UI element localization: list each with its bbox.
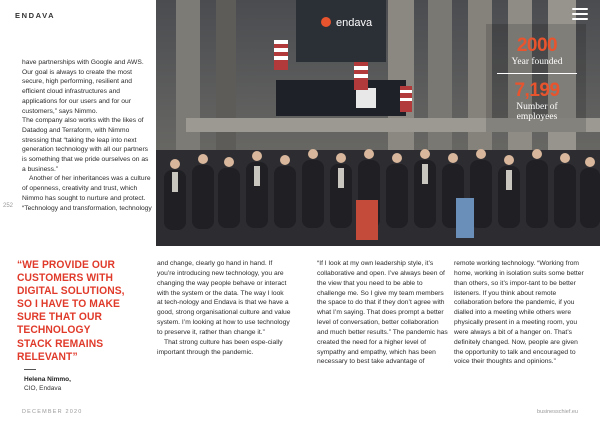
col3-paragraph-1: remote working technology. “Working from home, working in isolation suits some better than others, so it’s impor-tant to be better listeners. If you think about remote collaboration before the pandemic, if you dialled into a meeting while others were physically present in a meeting room, you were always a bit of a hanger on. That’s definitely changed. Now, people are given the opportunity to talk and encouraged to voice their thoughts and opinions.” [454, 260, 584, 366]
pull-quote: “WE PROVIDE OUR CUSTOMERS WITH DIGITAL SOLUTIONS, SO I HAVE TO MAKE SURE THAT OUR TECHNOLOGY STACK REMAINS RELEVANT” [17, 259, 125, 363]
quote-attribution-role: CIO, Endava [24, 385, 62, 392]
page-number: 252 [3, 203, 14, 209]
hamburger-menu-icon[interactable] [572, 8, 588, 20]
intro-paragraph-3: Another of her inheritances was a culture of openness, creativity and trust, which Nimmo has sought to nurture and protect. “Technology and transformation, technology [22, 175, 152, 212]
col1-paragraph-1: and change, clearly go hand in hand. If you’re introducing new technology, you are changing the way people behave or interact with the system or the data. The way I look at tech-nology and Endava is that we have a good, strong organisational culture and value system. I’m looking at how to use technology to preserve it, rather than change it.” [157, 260, 291, 336]
body-column-2 [317, 259, 451, 367]
stat-divider [497, 73, 577, 74]
body-column-3 [454, 259, 588, 367]
stat-founded-label: Year founded [511, 57, 563, 67]
brand-logo-text: ENDAVA [15, 11, 56, 20]
stats-panel [497, 35, 577, 122]
stat-employees-value: 7,199 [514, 80, 560, 101]
col1-paragraph-2: That strong culture has been espe-cially important through the pandemic. [157, 338, 283, 356]
intro-paragraph-1: have partnerships with Google and AWS. Our goal is always to create the most secure, high performing, resilient and efficient cloud infrastructures and applications for our users and for our customers,” says Nimmo. [22, 59, 144, 115]
stat-founded-value: 2000 [516, 35, 558, 56]
body-column-1 [157, 259, 291, 357]
attribution-divider [24, 369, 36, 370]
col2-paragraph-1: “If I look at my own leadership style, it’s collaborative and open. I’ve always been of the view that you need to be able to challenge me. So I give my team members the space to do that if they don’t agree with what I’m saying. That does prompt a better level of conversation, better collaboration and much better results.” The pandemic has created the need for a higher level of sympathy and empathy, which has been necessary to best take advantage of [317, 260, 448, 366]
footer-date: DECEMBER 2020 [22, 409, 83, 415]
banner-text: endava [336, 17, 373, 29]
footer-site-link[interactable]: businesschief.eu [537, 409, 578, 415]
intro-text [22, 58, 153, 213]
intro-paragraph-2: The company also works with the likes of Datadog and Terraform, with Nimmo stressing that “taking the leap into next generation technology with all our partners is something that we pride ourselves on as a business.” [22, 117, 149, 173]
quote-attribution-name: Helena Nimmo, [24, 376, 71, 383]
stat-employees-label: Number of employees [516, 102, 558, 122]
